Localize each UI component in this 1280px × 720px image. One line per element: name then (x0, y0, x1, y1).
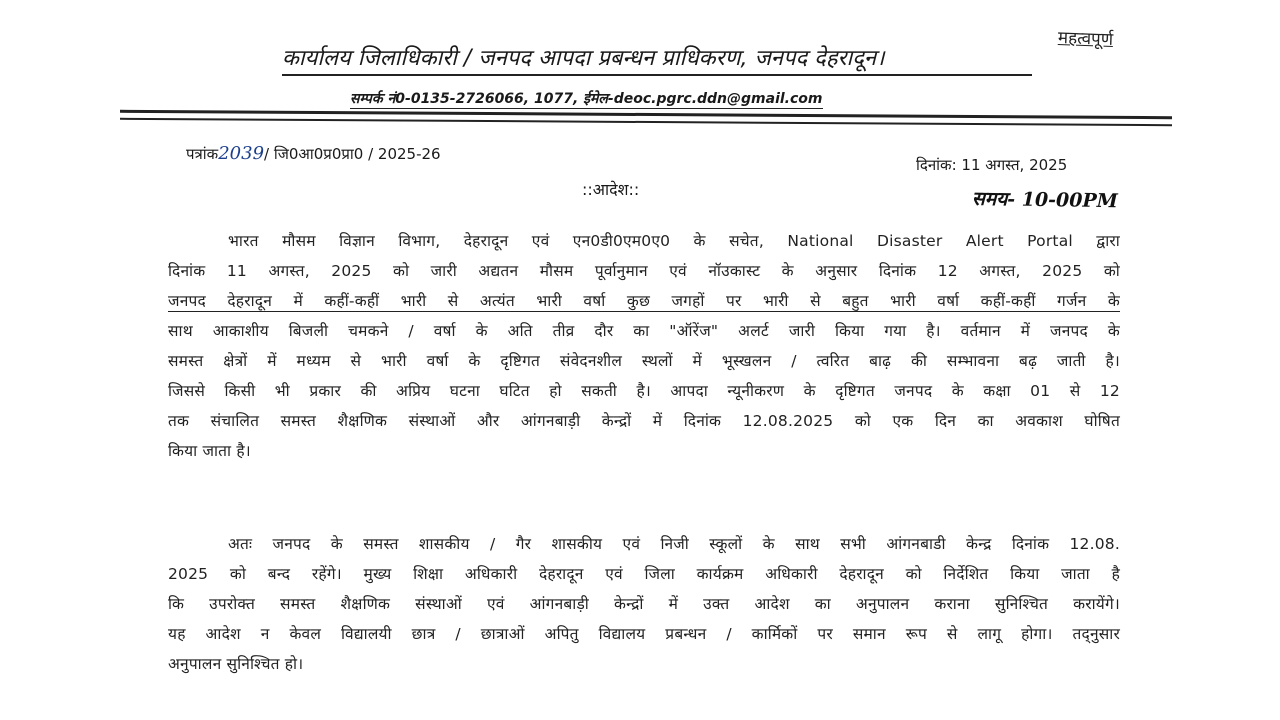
paragraph-line-underlined (168, 286, 1120, 316)
order-heading: ::आदेश:: (582, 180, 640, 199)
paragraph-line: किया जाता है। (168, 442, 251, 460)
paragraph-line: तक संचालित समस्त शैक्षणिक संस्थाओं और आंगनबाड़ी केन्द्रों में दिनांक 12.08.2025 को एक दिन का अवकाश घोषित (168, 412, 1120, 430)
paragraph-line: अनुपालन सुनिश्चित हो। (168, 655, 304, 673)
paragraph-line: भारत मौसम विज्ञान विभाग, देहरादून एवं एन0डी0एम0ए0 के सचेत, National Disaster Alert Portal द्वारा (228, 232, 1120, 250)
office-title: कार्यालय जिलाधिकारी / जनपद आपदा प्रबन्धन प्राधिकरण, जनपद देहरादून। (282, 42, 1032, 76)
ref-suffix: / जि0आ0प्र0प्रा0 / 2025-26 (264, 145, 441, 163)
order-date: दिनांक: 11 अगस्त, 2025 (916, 156, 1068, 174)
paragraph-line: समस्त क्षेत्रों में मध्यम से भारी वर्षा के दृष्टिगत संवेदनशील स्थलों में भूस्खलन / त्वरित बाढ़ की सम्भावना बढ़ जाती है। (168, 352, 1120, 370)
ref-handwritten-number: 2039 (218, 143, 265, 164)
paragraph-2 (168, 529, 1120, 679)
paragraph-line: अतः जनपद के समस्त शासकीय / गैर शासकीय एवं निजी स्कूलों के साथ सभी आंगनबाडी केन्द्र दिनांक 12.08. (228, 535, 1120, 553)
underlined-text: जनपद देहरादून में कहीं-कहीं भारी से अत्यंत भारी वर्षा कुछ जगहों पर भारी से बहुत भारी वर्षा कहीं-कहीं गर्जन के (168, 292, 1120, 310)
order-time: समय- 10-00PM (971, 187, 1118, 213)
reference-number (186, 143, 441, 164)
paragraph-line: 2025 को बन्द रहेंगे। मुख्य शिक्षा अधिकारी देहरादून एवं जिला कार्यक्रम अधिकारी देहरादून को निर्देशित किया जाता है (168, 565, 1120, 583)
paragraph-1 (168, 226, 1120, 466)
ref-prefix: पत्रांक (186, 145, 219, 163)
contact-line: सम्पर्क नं0-0135-2726066, 1077, ईमेल-deoc.pgrc.ddn@gmail.com (350, 91, 823, 107)
paragraph-line: साथ आकाशीय बिजली चमकने / वर्षा के अति तीव्र दौर का "ऑरेंज" अलर्ट जारी किया गया है। वर्तमान में जनपद के (168, 322, 1120, 340)
paragraph-line: कि उपरोक्त समस्त शैक्षणिक संस्थाओं एवं आंगनबाड़ी केन्द्रों में उक्त आदेश का अनुपालन कराना सुनिश्चित करायेंगे। (168, 595, 1120, 613)
importance-tag: महत्वपूर्ण (1057, 28, 1114, 50)
header-rule-thin (120, 118, 1172, 126)
paragraph-line: जिससे किसी भी प्रकार की अप्रिय घटना घटित हो सकती है। आपदा न्यूनीकरण के दृष्टिगत जनपद के कक्षा 01 से 12 (168, 382, 1120, 400)
paragraph-line: दिनांक 11 अगस्त, 2025 को जारी अद्यतन मौसम पूर्वानुमान एवं नॉउकास्ट के अनुसार दिनांक 12 अगस्त, 2025 को (168, 262, 1120, 280)
paragraph-line: यह आदेश न केवल विद्यालयी छात्र / छात्राओं अपितु विद्यालय प्रबन्धन / कार्मिकों पर समान रूप से लागू होगा। तद्नुसार (168, 625, 1120, 643)
